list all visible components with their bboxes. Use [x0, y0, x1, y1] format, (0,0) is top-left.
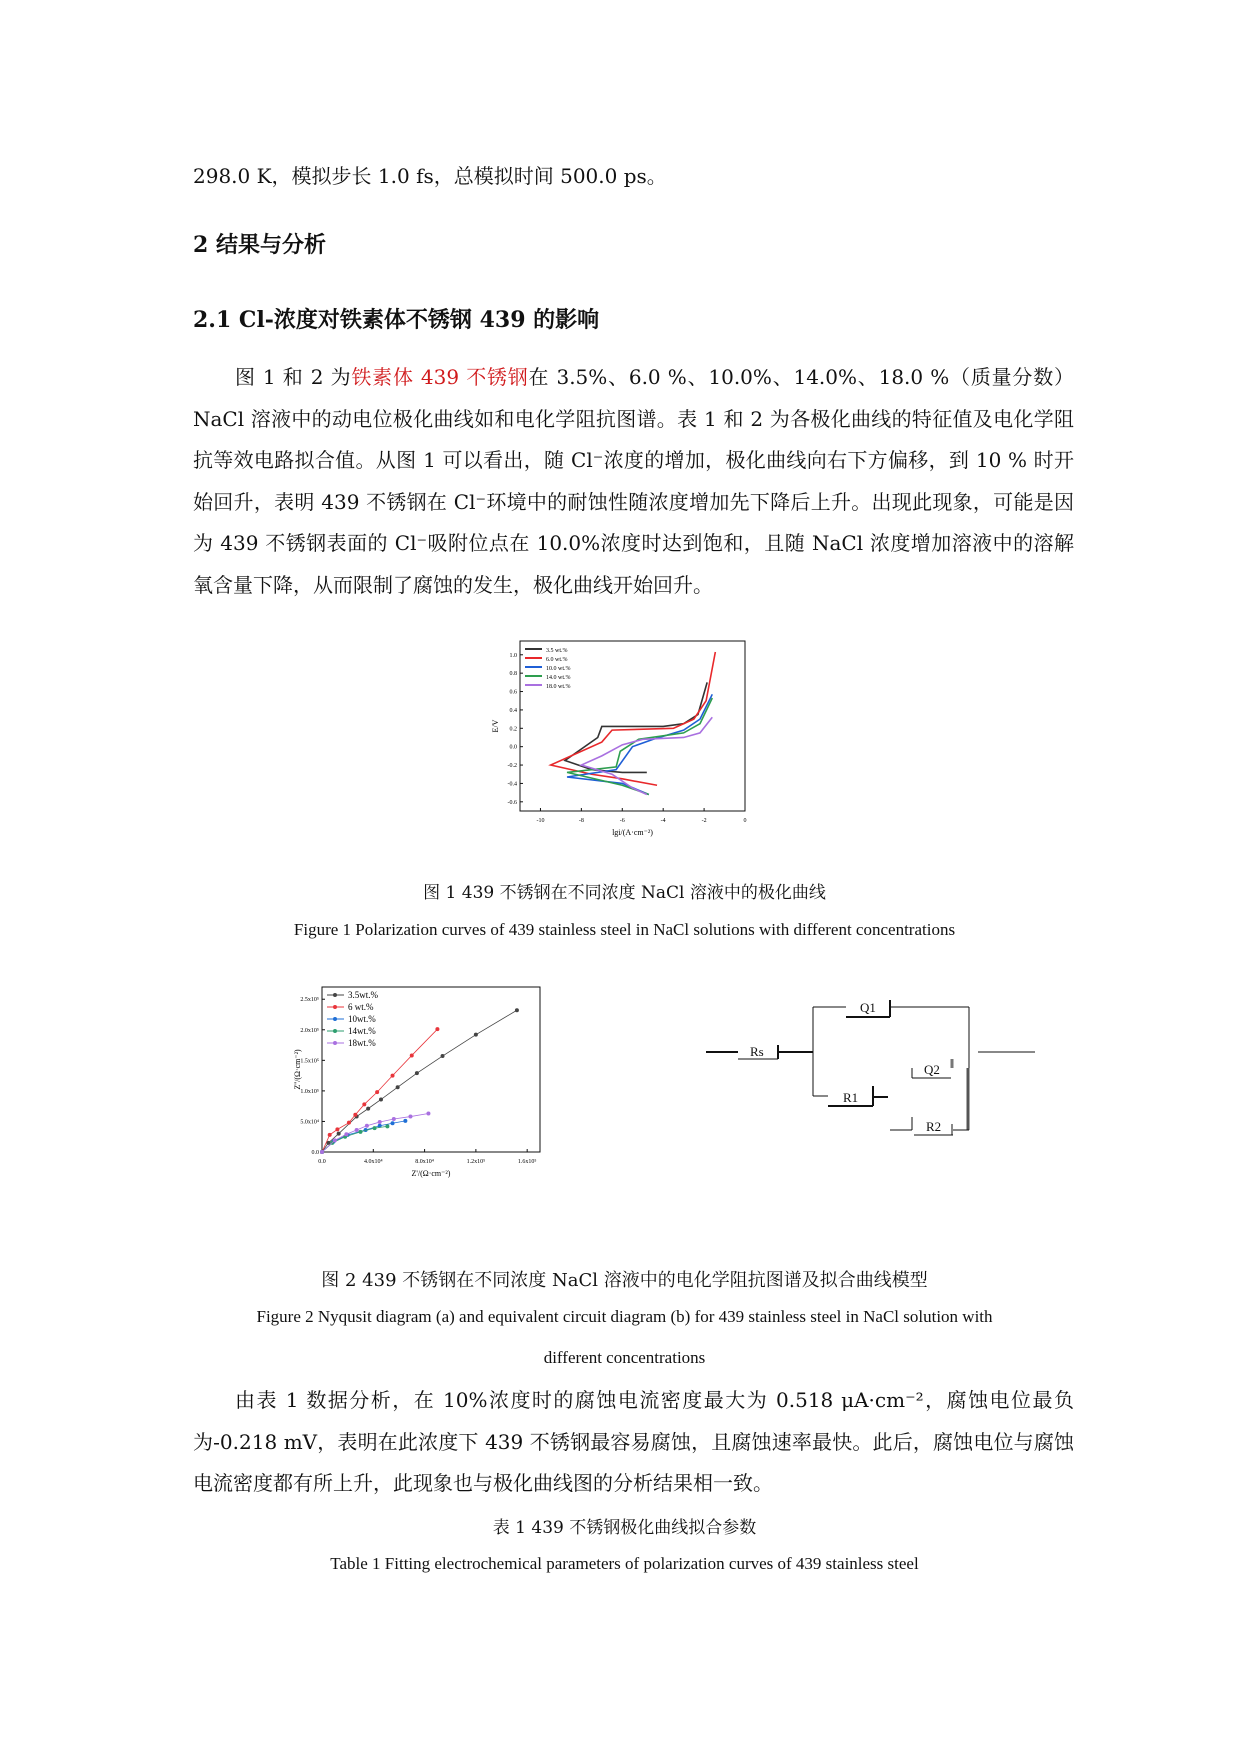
- y-tick-label: 0.4: [509, 707, 517, 714]
- figure-1-caption-en: Figure 1 Polarization curves of 439 stainless steel in NaCl solutions with different concentrations: [293, 920, 956, 939]
- figure-2-caption-en-line1: Figure 2 Nyqusit diagram (a) and equivalent circuit diagram (b) for 439 stainless steel in NaCl solution with: [256, 1307, 993, 1326]
- legend-marker: [333, 1041, 337, 1045]
- series-line-0: [565, 682, 707, 772]
- y-tick-label: -0.2: [507, 763, 517, 770]
- paragraph-2: 由表 1 数据分析，在 10%浓度时的腐蚀电流密度最大为 0.518 μA·cm⁻²，腐蚀电位最负为-0.218 mV，表明在此浓度下 439 不锈钢最容易腐蚀，且腐蚀速率最快。此后，腐蚀电位与腐蚀电流密度都有所上升，此现象也与极化曲线图的分析结果相一致。: [193, 1388, 1074, 1495]
- y-tick-label: 2.5x10⁵: [300, 997, 319, 1004]
- figure-2-caption-cn: 图 2 439 不锈钢在不同浓度 NaCl 溶液中的电化学阻抗图谱及拟合曲线模型: [321, 1270, 928, 1291]
- x-axis-label: lgi/(A·cm⁻²): [612, 828, 653, 837]
- legend-label: 18wt.%: [348, 1038, 376, 1048]
- x-tick-label: 0: [743, 818, 747, 824]
- circuit-label-rs: Rs: [750, 1044, 764, 1059]
- figure-2a-nyquist-chart: [282, 982, 552, 1192]
- para1-rest: 在 3.5%、6.0 %、10.0%、14.0%、18.0 %（质量分数） NaCl 溶液中的动电位极化曲线如和电化学阻抗图谱。表 1 和 2 为各极化曲线的特征值及电化学阻抗等效电路拟合值。从图 1 可以看出，随 Cl⁻浓度的增加，极化曲线向右下方偏移，到 10 % 时开始回升，表明 439 不锈钢在 Cl⁻环境中的耐蚀性随浓度增加先下降后上升。出现此现象，可能是因为 439 不锈钢表面的 Cl⁻吸附位点在 10.0%浓度时达到饱和，且随 NaCl 浓度增加溶液中的溶解氧含量下降，从而限制了腐蚀的发生，极化曲线开始回升。: [193, 365, 1074, 597]
- data-point: [362, 1102, 366, 1106]
- data-point: [344, 1132, 348, 1136]
- y-tick-label: 1.0x10⁵: [300, 1088, 319, 1095]
- data-point: [320, 1150, 324, 1154]
- x-tick-label: -2: [701, 818, 707, 824]
- data-point: [358, 1130, 362, 1134]
- data-point: [474, 1033, 478, 1037]
- para1-lead: 图 1 和 2 为: [235, 365, 352, 389]
- legend-label: 14.0 wt.%: [546, 675, 571, 681]
- y-tick-label: 0.6: [509, 689, 517, 696]
- y-axis-label: Z''/(Ω·cm⁻²): [293, 1049, 302, 1090]
- data-point: [396, 1085, 400, 1089]
- x-tick-label: 1.6x10⁵: [517, 1159, 537, 1165]
- legend-marker: [333, 1005, 337, 1009]
- series-line-2: [322, 1121, 405, 1152]
- data-point: [392, 1117, 396, 1121]
- legend-label: 3.5wt.%: [348, 990, 378, 1000]
- legend-label: 18.0 wt.%: [546, 684, 571, 690]
- data-point: [366, 1107, 370, 1111]
- y-tick-label: -0.4: [507, 781, 517, 788]
- y-tick-label: 2.0x10⁵: [300, 1027, 319, 1034]
- y-tick-label: 0.2: [509, 726, 517, 733]
- data-point: [408, 1115, 412, 1119]
- table-1-caption-cn: 表 1 439 不锈钢极化曲线拟合参数: [492, 1518, 757, 1538]
- data-point: [426, 1112, 430, 1116]
- legend-label: 6.0 wt.%: [546, 657, 568, 663]
- subsection-heading: 2.1 Cl-浓度对铁素体不锈钢 439 的影响: [193, 307, 600, 333]
- x-tick-label: 0.0: [318, 1159, 326, 1165]
- legend-marker: [333, 1029, 337, 1033]
- table-1-caption-en: Table 1 Fitting electrochemical parameters of polarization curves of 439 stainless steel: [330, 1554, 919, 1573]
- data-point: [391, 1121, 395, 1125]
- x-tick-label: -4: [660, 818, 666, 824]
- y-tick-label: -0.6: [507, 799, 517, 806]
- legend-label: 3.5 wt.%: [546, 648, 568, 654]
- x-tick-label: -8: [578, 818, 584, 824]
- y-tick-label: 1.5x10⁵: [300, 1058, 319, 1065]
- figure-2-caption-en-line2: different concentrations: [543, 1348, 706, 1367]
- data-point: [410, 1053, 414, 1057]
- y-tick-label: 1.0: [509, 652, 517, 659]
- data-point: [335, 1127, 339, 1131]
- x-tick-label: 1.2x10⁵: [466, 1159, 486, 1165]
- data-point: [441, 1054, 445, 1058]
- data-point: [391, 1074, 395, 1078]
- legend-label: 10.0 wt.%: [546, 666, 571, 672]
- y-axis-label: E/V: [491, 719, 500, 733]
- para1-highlight: 铁素体 439 不锈钢: [351, 365, 529, 389]
- data-point: [379, 1097, 383, 1101]
- legend-label: 10wt.%: [348, 1014, 376, 1024]
- y-tick-label: 0.8: [509, 671, 517, 678]
- legend-label: 6 wt.%: [348, 1002, 374, 1012]
- x-axis-label: Z'/(Ω·cm⁻²): [411, 1169, 451, 1178]
- data-point: [435, 1027, 439, 1031]
- y-tick-label: 5.0x10⁴: [300, 1119, 319, 1126]
- x-tick-label: -6: [619, 818, 625, 824]
- data-point: [403, 1119, 407, 1123]
- x-tick-label: -10: [536, 818, 545, 824]
- circuit-label-r1: R1: [843, 1090, 859, 1105]
- data-point: [337, 1132, 341, 1136]
- paragraph-1: [193, 357, 1074, 606]
- y-tick-label: 0.0: [509, 744, 517, 751]
- data-point: [328, 1133, 332, 1137]
- data-point: [347, 1121, 351, 1125]
- section-heading: 2 结果与分析: [193, 232, 326, 258]
- legend-label: 14wt.%: [348, 1026, 376, 1036]
- data-point: [385, 1124, 389, 1128]
- data-point: [375, 1090, 379, 1094]
- data-point: [365, 1124, 369, 1128]
- circuit-label-r2: R2: [926, 1119, 942, 1134]
- data-point: [373, 1126, 377, 1130]
- circuit-label-q1: Q1: [860, 1000, 876, 1015]
- circuit-label-q2: Q2: [924, 1062, 940, 1077]
- y-tick-label: 0.0: [311, 1150, 319, 1156]
- legend-marker: [333, 1017, 337, 1021]
- x-tick-label: 8.0x10⁴: [415, 1159, 434, 1165]
- data-point: [333, 1138, 337, 1142]
- data-point: [415, 1071, 419, 1075]
- data-point: [515, 1008, 519, 1012]
- x-tick-label: 4.0x10⁴: [363, 1159, 383, 1165]
- figure-1-polarization-chart: [480, 636, 750, 851]
- top-line: 298.0 K，模拟步长 1.0 fs，总模拟时间 500.0 ps。: [193, 164, 667, 188]
- figure-2b-equivalent-circuit: [700, 1000, 1060, 1170]
- figure-1-caption-cn: 图 1 439 不锈钢在不同浓度 NaCl 溶液中的极化曲线: [423, 883, 826, 903]
- legend-marker: [333, 993, 337, 997]
- data-point: [353, 1113, 357, 1117]
- data-point: [378, 1120, 382, 1124]
- data-point: [355, 1128, 359, 1132]
